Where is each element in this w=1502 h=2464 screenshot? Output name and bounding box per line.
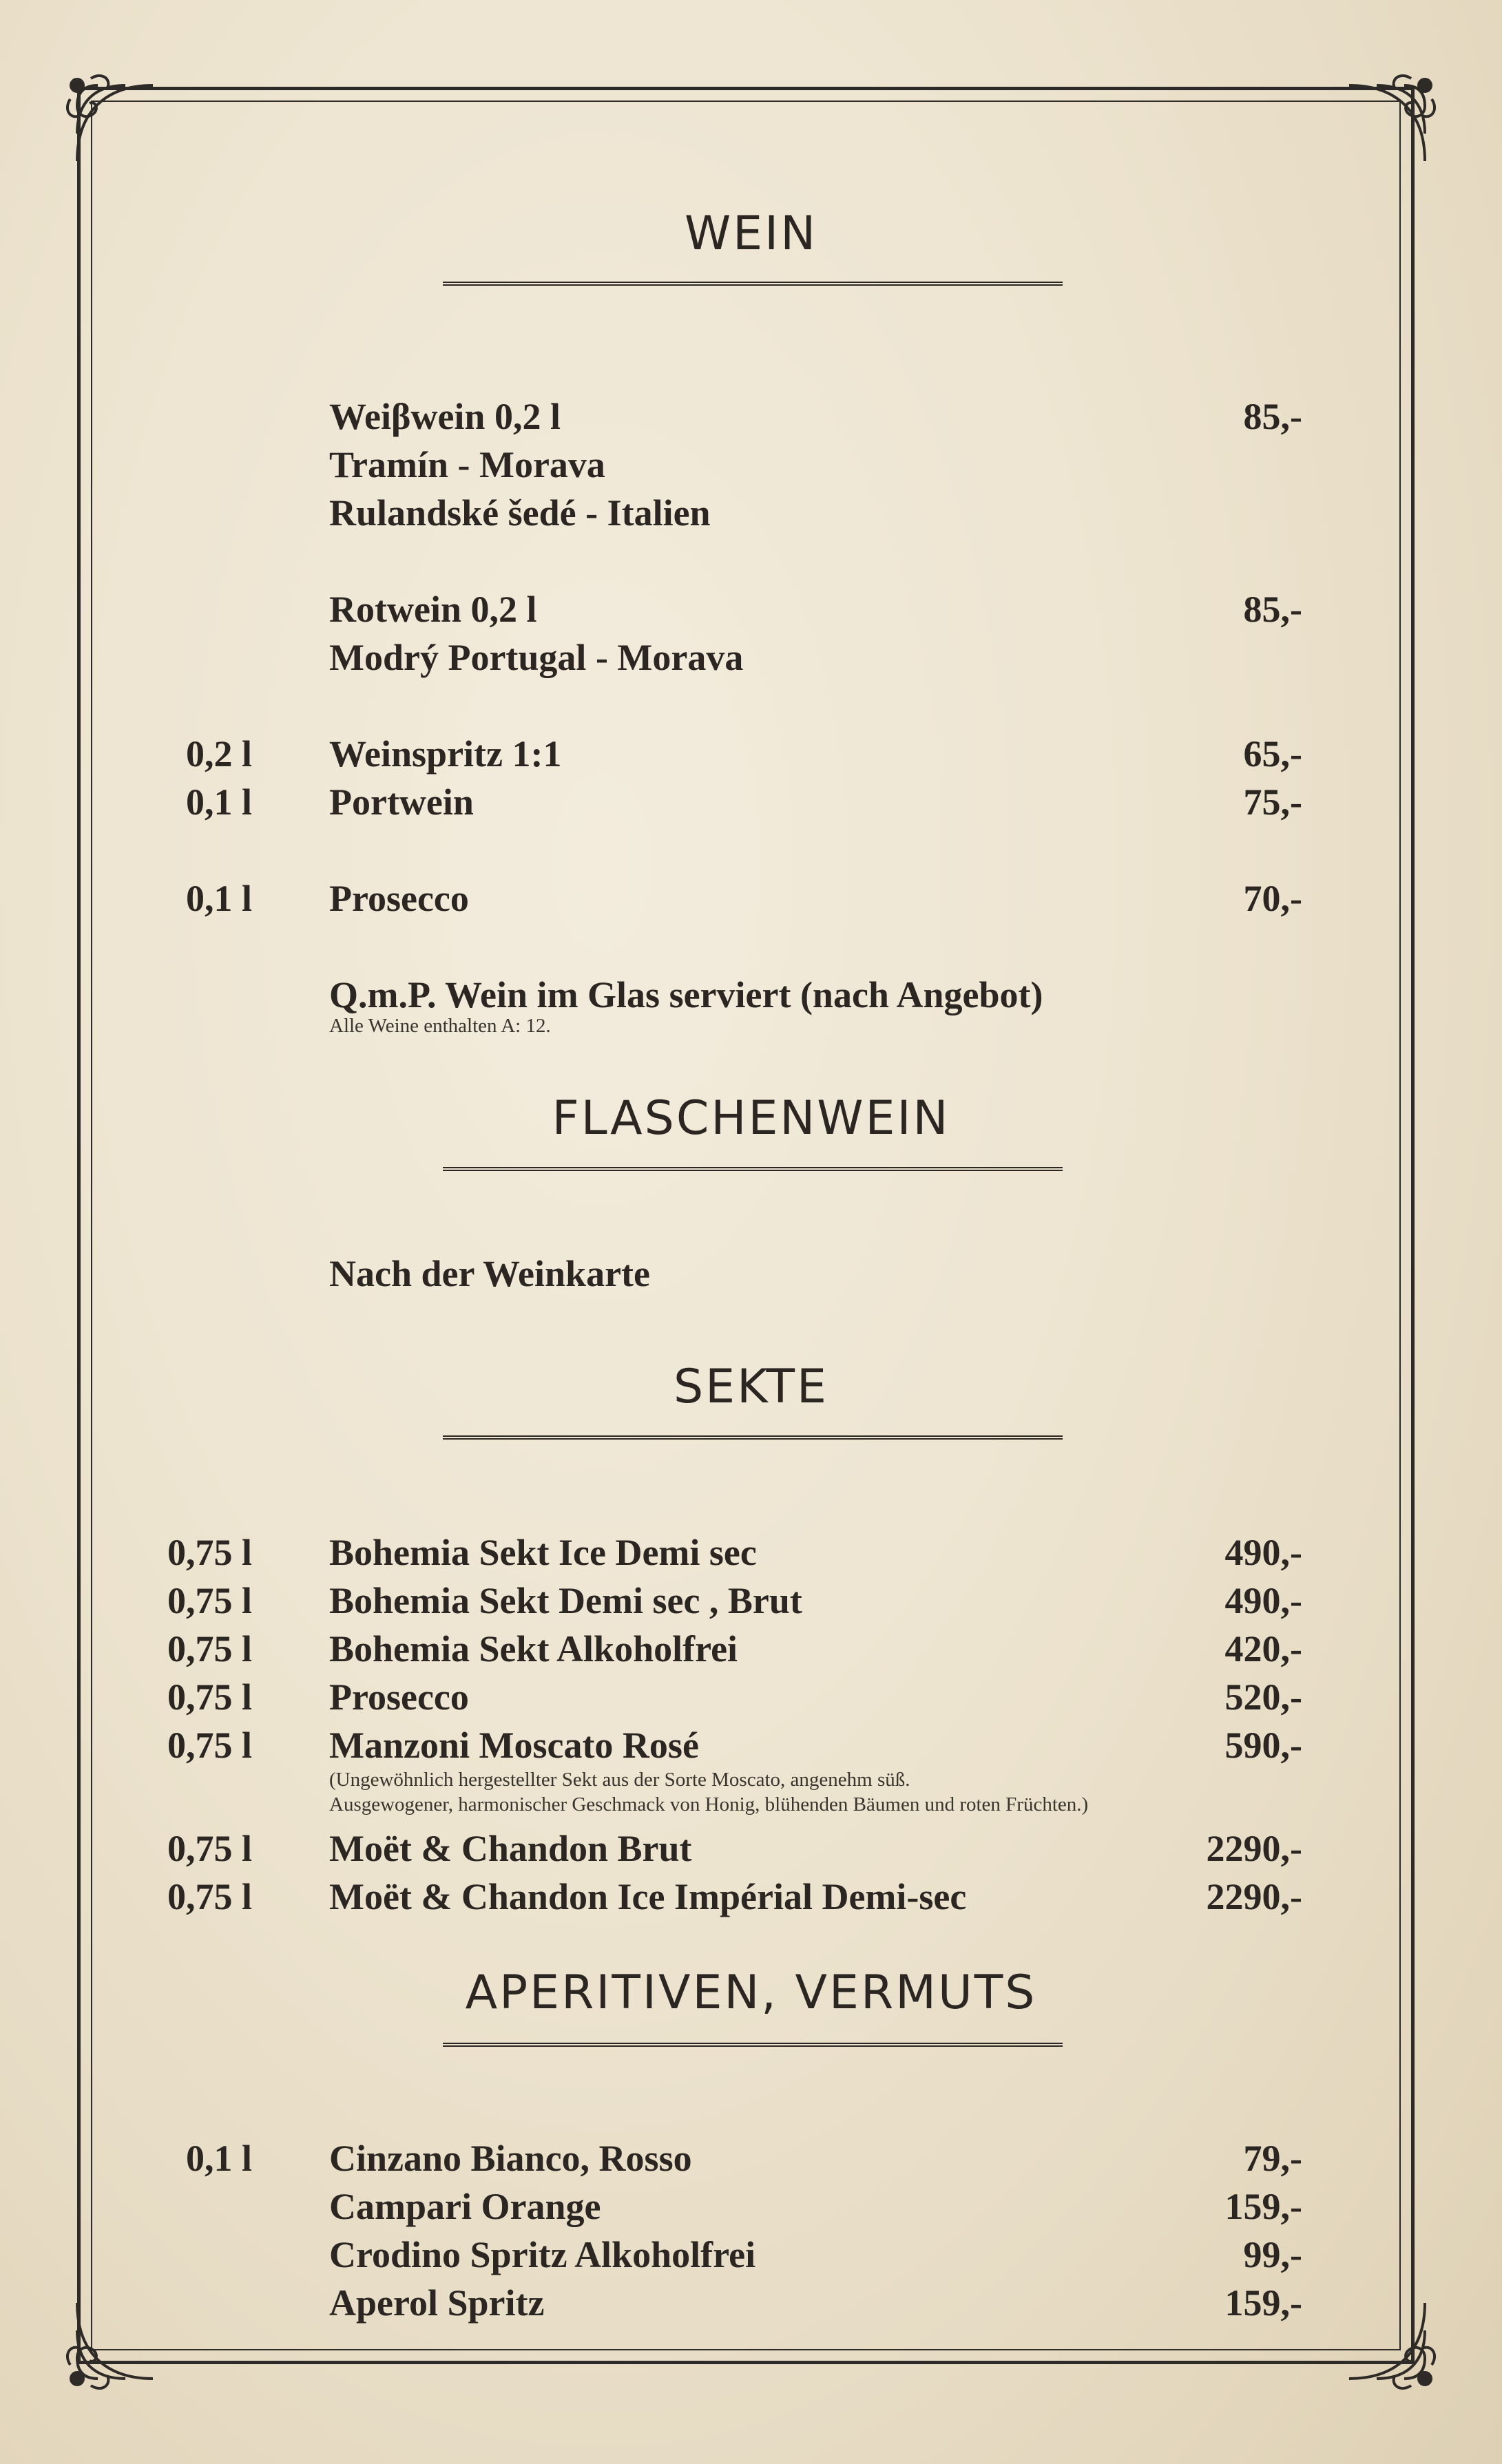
item-name: Weinspritz 1:1: [329, 733, 562, 775]
menu-item: [0, 1721, 1502, 1769]
item-quantity: 0,75 l: [167, 1876, 252, 1917]
menu-item: [0, 1625, 1502, 1673]
menu-item: [0, 2231, 1502, 2279]
item-price: 70,-: [1243, 878, 1302, 919]
section-title-wein: WEIN: [684, 207, 818, 261]
item-price: 2290,-: [1206, 1828, 1302, 1869]
item-price: 490,-: [1224, 1532, 1302, 1573]
item-price: 2290,-: [1206, 1876, 1302, 1917]
item-name: Rotwein 0,2 l: [329, 589, 537, 630]
item-quantity: 0,75 l: [167, 1580, 252, 1621]
section-divider: [443, 282, 1063, 286]
menu-item: [0, 489, 1502, 537]
item-price: 159,-: [1224, 2282, 1302, 2324]
item-quantity: 0,75 l: [167, 1725, 252, 1766]
item-name: Bohemia Sekt Ice Demi sec: [329, 1532, 757, 1573]
item-quantity: 0,75 l: [167, 1628, 252, 1670]
section-title-sekte: SEKTE: [674, 1360, 828, 1414]
item-price: 85,-: [1243, 396, 1302, 437]
menu-item: [0, 1250, 1502, 1298]
menu-item: [0, 1577, 1502, 1625]
item-name: Crodino Spritz Alkoholfrei: [329, 2234, 756, 2275]
section-title-flaschenwein: FLASCHENWEIN: [552, 1091, 950, 1146]
menu-item: [0, 971, 1502, 1019]
item-quantity: 0,1 l: [185, 2138, 252, 2179]
item-quantity: 0,2 l: [185, 733, 252, 775]
item-name: Bohemia Sekt Demi sec , Brut: [329, 1580, 802, 1621]
item-name: Weiβwein 0,2 l: [329, 396, 561, 437]
section-title-aperitiven: APERITIVEN, VERMUTS: [465, 1966, 1037, 2020]
item-name: Modrý Portugal - Morava: [329, 637, 744, 678]
item-name: Prosecco: [329, 878, 469, 919]
item-price: 99,-: [1243, 2234, 1302, 2275]
item-name: Tramín - Morava: [329, 444, 605, 485]
item-price: 590,-: [1224, 1725, 1302, 1766]
item-price: 75,-: [1243, 781, 1302, 823]
item-price: 159,-: [1224, 2186, 1302, 2227]
item-price: 85,-: [1243, 589, 1302, 630]
ornament-corner-icon: [63, 72, 167, 175]
menu-item: [0, 1873, 1502, 1921]
item-name: Prosecco: [329, 1676, 469, 1718]
menu-item: [0, 1824, 1502, 1873]
ornament-corner-icon: [1335, 72, 1439, 175]
menu-item: [0, 730, 1502, 778]
menu-item: [0, 2134, 1502, 2182]
item-quantity: 0,1 l: [185, 878, 252, 919]
menu-item: [0, 1528, 1502, 1577]
item-price: 79,-: [1243, 2138, 1302, 2179]
item-quantity: 0,75 l: [167, 1828, 252, 1869]
item-price: 490,-: [1224, 1580, 1302, 1621]
item-quantity: 0,1 l: [185, 781, 252, 823]
item-name: Cinzano Bianco, Rosso: [329, 2138, 692, 2179]
item-name: Moët & Chandon Ice Impérial Demi-sec: [329, 1876, 967, 1917]
item-description: Ausgewogener, harmonischer Geschmack von Honig, blühenden Bäumen und roten Früchten.): [329, 1793, 1089, 1815]
menu-item: [0, 2279, 1502, 2327]
item-name: Aperol Spritz: [329, 2282, 545, 2324]
menu-item: [0, 778, 1502, 826]
section-divider: [443, 2043, 1063, 2047]
item-name: Nach der Weinkarte: [329, 1253, 650, 1294]
section-divider: [443, 1435, 1063, 1440]
item-quantity: 0,75 l: [167, 1676, 252, 1718]
item-name: Moët & Chandon Brut: [329, 1828, 692, 1869]
menu-item: [0, 441, 1502, 489]
menu-item: [0, 392, 1502, 441]
section-divider: [443, 1167, 1063, 1171]
item-name: Manzoni Moscato Rosé: [329, 1725, 699, 1766]
item-name: Q.m.P. Wein im Glas serviert (nach Angebot): [329, 974, 1043, 1015]
item-name: Bohemia Sekt Alkoholfrei: [329, 1628, 738, 1670]
item-name: Rulandské šedé - Italien: [329, 492, 711, 534]
item-price: 420,-: [1224, 1628, 1302, 1670]
menu-item: [0, 1673, 1502, 1721]
item-name: Portwein: [329, 781, 474, 823]
menu-item: [0, 2182, 1502, 2231]
item-price: 65,-: [1243, 733, 1302, 775]
item-quantity: 0,75 l: [167, 1532, 252, 1573]
item-price: 520,-: [1224, 1676, 1302, 1718]
allergen-note: Alle Weine enthalten A: 12.: [329, 1015, 551, 1037]
menu-item: [0, 874, 1502, 923]
item-description: (Ungewöhnlich hergestellter Sekt aus der Sorte Moscato, angenehm süß.: [329, 1769, 910, 1791]
menu-item: [0, 633, 1502, 682]
item-name: Campari Orange: [329, 2186, 601, 2227]
menu-item: [0, 585, 1502, 633]
